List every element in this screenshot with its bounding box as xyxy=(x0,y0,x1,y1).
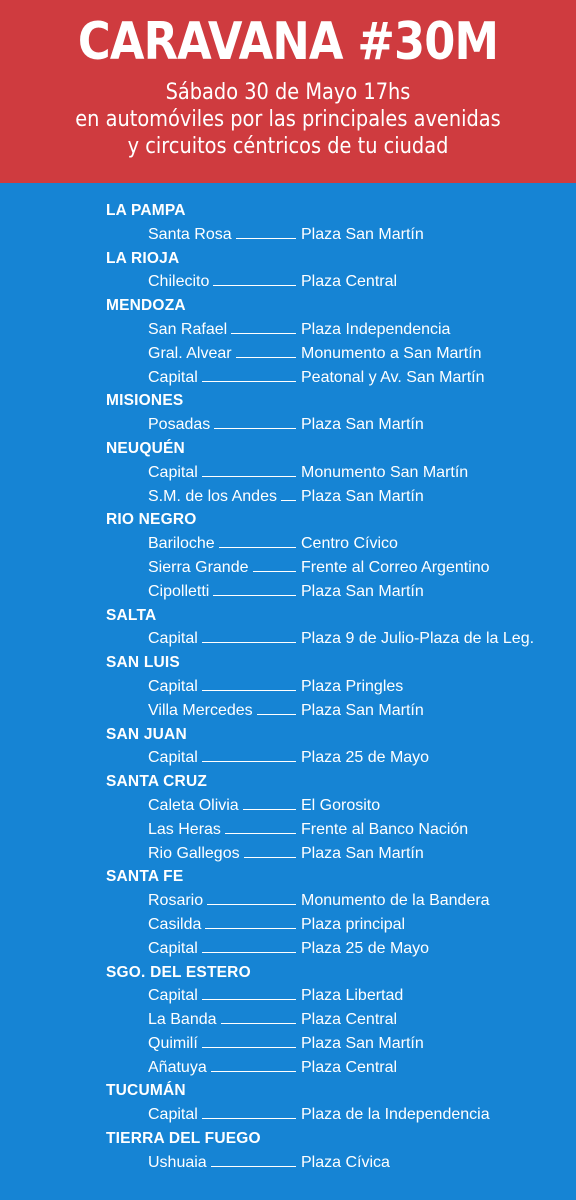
province-row xyxy=(0,770,576,794)
meeting-place: Plaza San Martín xyxy=(301,416,424,434)
leader-line xyxy=(213,595,296,596)
city-row xyxy=(0,937,576,961)
province-row xyxy=(0,389,576,413)
city-row xyxy=(0,485,576,509)
province-name: SANTA CRUZ xyxy=(106,773,208,791)
header-banner xyxy=(0,0,576,183)
province-row xyxy=(0,651,576,675)
leader-line xyxy=(202,690,296,691)
city-row xyxy=(0,842,576,866)
meeting-place: Plaza Cívica xyxy=(301,1153,390,1171)
city-row xyxy=(0,1151,576,1175)
city-row xyxy=(0,270,576,294)
leader-line xyxy=(207,904,296,905)
city-name: Rio Gallegos xyxy=(148,844,240,862)
meeting-place: Frente al Correo Argentino xyxy=(301,558,490,576)
province-row xyxy=(0,508,576,532)
leader-line xyxy=(243,809,296,810)
city-row xyxy=(0,580,576,604)
province-name: SAN JUAN xyxy=(106,725,187,743)
city-name: San Rafael xyxy=(148,320,228,338)
meeting-place: Plaza San Martín xyxy=(301,701,424,719)
meeting-place: El Gorosito xyxy=(301,796,381,814)
city-name: Rosario xyxy=(148,892,204,910)
leader-line xyxy=(205,928,296,929)
city-name: S.M. de los Andes xyxy=(148,487,277,505)
leader-line xyxy=(281,500,296,501)
leader-line xyxy=(211,1166,296,1167)
city-row xyxy=(0,318,576,342)
city-name: Capital xyxy=(148,987,198,1005)
province-row xyxy=(0,604,576,628)
city-row xyxy=(0,913,576,937)
city-name: Capital xyxy=(148,630,198,648)
leader-line xyxy=(202,476,296,477)
province-name: TUCUMÁN xyxy=(106,1082,186,1100)
meeting-place: Plaza San Martín xyxy=(301,582,424,600)
leader-line xyxy=(244,857,296,858)
meeting-place: Plaza San Martín xyxy=(301,225,424,243)
leader-line xyxy=(219,547,296,548)
province-row xyxy=(0,1079,576,1103)
city-name: Casilda xyxy=(148,915,202,933)
city-row xyxy=(0,627,576,651)
city-name: Posadas xyxy=(148,416,211,434)
meeting-place: Plaza San Martín xyxy=(301,1034,424,1052)
province-row xyxy=(0,865,576,889)
meeting-place: Monumento a San Martín xyxy=(301,344,482,362)
city-row xyxy=(0,556,576,580)
province-name: LA PAMPA xyxy=(106,202,186,219)
city-name: Quimilí xyxy=(148,1034,198,1052)
leader-line xyxy=(202,1047,296,1048)
leader-line xyxy=(257,714,296,715)
city-row xyxy=(0,984,576,1008)
city-name: Capital xyxy=(148,368,198,386)
meeting-place: Plaza San Martín xyxy=(301,844,424,862)
province-name: NEUQUÉN xyxy=(106,439,185,457)
meeting-place: Monumento de la Bandera xyxy=(301,892,490,910)
province-name: MENDOZA xyxy=(106,297,186,315)
meeting-place: Plaza Central xyxy=(301,273,398,291)
city-row xyxy=(0,889,576,913)
leader-line xyxy=(214,428,296,429)
province-row xyxy=(0,723,576,747)
city-row xyxy=(0,223,576,247)
city-row xyxy=(0,532,576,556)
meeting-place: Plaza 25 de Mayo xyxy=(301,749,430,767)
city-row xyxy=(0,366,576,390)
city-row xyxy=(0,675,576,699)
meeting-place: Monumento San Martín xyxy=(301,463,469,481)
province-name: SANTA FE xyxy=(106,868,184,886)
province-name: TIERRA DEL FUEGO xyxy=(106,1130,261,1148)
subtitle-date: Sábado 30 de Mayo 17hs xyxy=(165,80,411,105)
city-name: Cipolletti xyxy=(148,582,210,600)
province-row xyxy=(0,961,576,985)
city-name: Las Heras xyxy=(148,820,221,838)
meeting-place: Plaza Independencia xyxy=(301,320,451,338)
leader-line xyxy=(236,238,296,239)
city-row xyxy=(0,461,576,485)
city-name: Chilecito xyxy=(148,273,210,291)
meeting-place: Frente al Banco Nación xyxy=(301,820,469,838)
leader-line xyxy=(202,1118,296,1119)
city-name: Sierra Grande xyxy=(148,558,249,576)
city-row xyxy=(0,1103,576,1127)
leader-line xyxy=(202,642,296,643)
leader-line xyxy=(213,285,296,286)
leader-line xyxy=(202,381,296,382)
city-row xyxy=(0,1008,576,1032)
subtitle-line-2: en automóviles por las principales avenidas xyxy=(75,107,501,132)
city-name: Capital xyxy=(148,463,198,481)
city-row xyxy=(0,413,576,437)
province-name: MISIONES xyxy=(106,392,184,410)
meeting-place: Plaza San Martín xyxy=(301,487,424,505)
province-name: SGO. DEL ESTERO xyxy=(106,963,251,981)
meeting-place: Plaza Pringles xyxy=(301,677,404,695)
leader-line xyxy=(211,1071,296,1072)
city-name: Gral. Alvear xyxy=(148,344,232,362)
province-row xyxy=(0,294,576,318)
leader-line xyxy=(202,999,296,1000)
meeting-place: Plaza principal xyxy=(301,915,406,933)
city-name: Capital xyxy=(148,1106,198,1124)
leader-line xyxy=(225,833,296,834)
leader-line xyxy=(202,761,296,762)
city-row xyxy=(0,699,576,723)
province-name: SAN LUIS xyxy=(106,654,180,672)
province-row xyxy=(0,199,576,223)
city-row xyxy=(0,746,576,770)
city-row xyxy=(0,794,576,818)
caravan-location-list xyxy=(0,199,576,1175)
city-row xyxy=(0,342,576,366)
province-name: LA RIOJA xyxy=(106,249,180,267)
meeting-place: Plaza 9 de Julio-Plaza de la Leg. xyxy=(301,630,535,648)
city-name: Añatuya xyxy=(148,1058,207,1076)
province-name: RIO NEGRO xyxy=(106,511,197,529)
city-row xyxy=(0,1032,576,1056)
city-row xyxy=(0,818,576,842)
province-row xyxy=(0,247,576,271)
city-name: Bariloche xyxy=(148,535,215,553)
subtitle-line-3: y circuitos céntricos de tu ciudad xyxy=(127,134,449,159)
meeting-place: Plaza Central xyxy=(301,1058,398,1076)
province-row xyxy=(0,1127,576,1151)
city-name: Caleta Olivia xyxy=(148,796,239,814)
province-row xyxy=(0,437,576,461)
meeting-place: Centro Cívico xyxy=(301,535,398,553)
city-name: Capital xyxy=(148,749,198,767)
page-title: CARAVANA #30M xyxy=(77,12,499,72)
city-name: La Banda xyxy=(148,1011,217,1029)
city-name: Capital xyxy=(148,677,198,695)
city-name: Ushuaia xyxy=(148,1153,207,1171)
leader-line xyxy=(231,333,296,334)
city-name: Villa Mercedes xyxy=(148,701,253,719)
city-row xyxy=(0,1056,576,1080)
city-name: Santa Rosa xyxy=(148,225,232,243)
leader-line xyxy=(221,1023,296,1024)
meeting-place: Plaza Libertad xyxy=(301,987,404,1005)
leader-line xyxy=(236,357,296,358)
leader-line xyxy=(202,952,296,953)
leader-line xyxy=(253,571,297,572)
meeting-place: Plaza de la Independencia xyxy=(301,1106,490,1124)
province-name: SALTA xyxy=(106,606,157,624)
city-name: Capital xyxy=(148,939,198,957)
meeting-place: Peatonal y Av. San Martín xyxy=(301,368,485,386)
meeting-place: Plaza Central xyxy=(301,1011,398,1029)
meeting-place: Plaza 25 de Mayo xyxy=(301,939,430,957)
